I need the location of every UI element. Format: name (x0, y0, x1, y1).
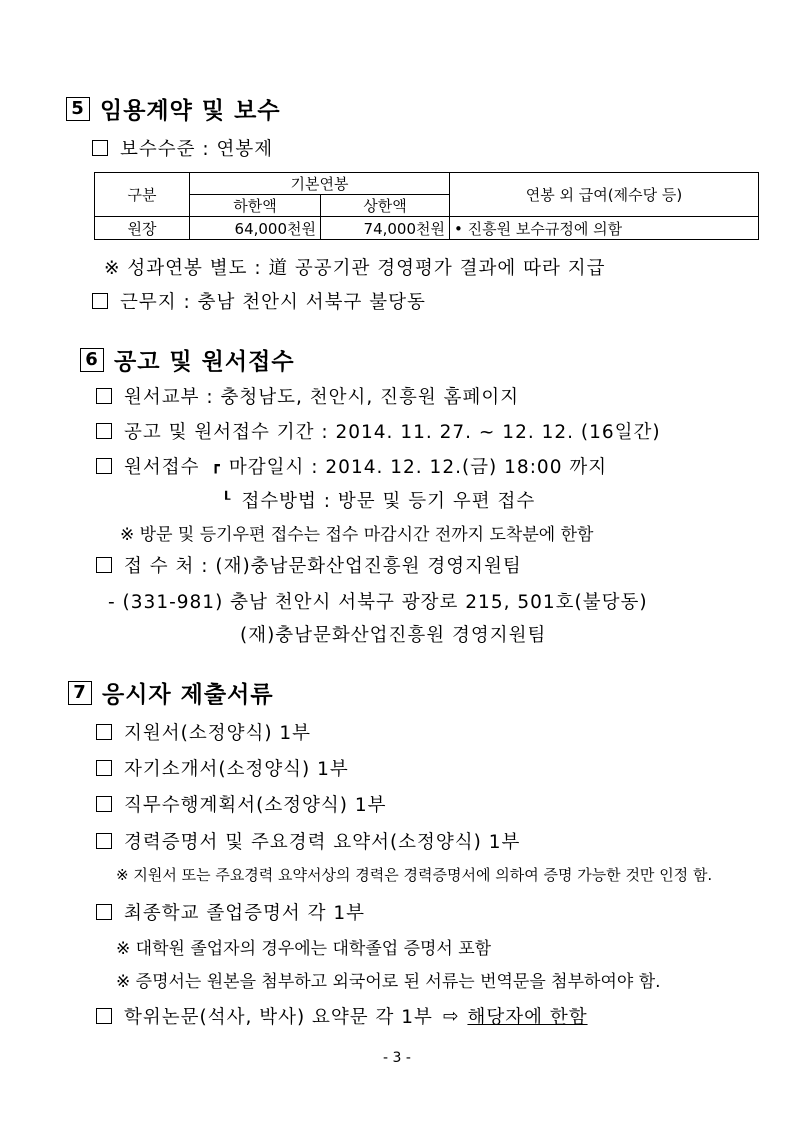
doc-text: 직무수행계획서(소정양식) 1부 (124, 795, 387, 816)
section-5-heading (66, 92, 281, 125)
checkbox-icon (96, 423, 112, 439)
app-submit-label: 원서접수 (124, 457, 200, 478)
pay-table-cell-category: 원장 (95, 217, 190, 240)
doc-text: 지원서(소정양식) 1부 (124, 723, 312, 744)
section-6-heading (80, 343, 295, 376)
pay-table-cell-upper: 74,000천원 (321, 217, 450, 240)
deadline-text: 마감일시 : 2014. 12. 12.(금) 18:00 까지 (228, 457, 608, 478)
pay-table-header-base: 기본연봉 (190, 173, 450, 195)
checkbox-icon (96, 458, 112, 474)
bracket-top-icon: ┏ (211, 458, 221, 474)
pay-table-header-lower: 하한액 (190, 195, 321, 217)
checkbox-icon (92, 140, 108, 156)
page-number: - 3 - (383, 1050, 411, 1066)
method-line (222, 487, 535, 513)
checkbox-icon (96, 833, 112, 849)
address-line-2: (재)충남문화산업진흥원 경영지원팀 (240, 625, 547, 646)
checkbox-icon (92, 293, 108, 309)
arrow-right-icon: ⇨ (442, 1005, 460, 1027)
pay-level-text: 보수수준 : 연봉제 (120, 139, 274, 160)
section-number: 5 (66, 97, 90, 121)
workplace-text: 근무지 : 충남 천안시 서북구 불당동 (120, 292, 426, 313)
visit-note: ※ 방문 및 등기우편 접수는 접수 마감시간 전까지 도착분에 한함 (120, 525, 594, 545)
pay-table-header-upper: 상한액 (321, 195, 450, 217)
section-title: 임용계약 및 보수 (100, 98, 281, 124)
doc-item (96, 828, 520, 854)
pay-table (94, 172, 759, 240)
doc-item (96, 791, 387, 817)
doc-item (96, 1003, 588, 1029)
app-period-line (96, 418, 661, 444)
doc-note: ※ 지원서 또는 주요경력 요약서상의 경력은 경력증명서에 의하여 증명 가능한 것만 인정 함. (116, 866, 713, 884)
receiver-text: 접 수 처 : (재)충남문화산업진흥원 경영지원팀 (124, 556, 522, 577)
doc-tail: 해당자에 한함 (467, 1007, 588, 1028)
checkbox-icon (96, 1008, 112, 1024)
doc-text: 경력증명서 및 주요경력 요약서(소정양식) 1부 (124, 832, 521, 853)
pay-table-cell-lower: 64,000천원 (190, 217, 321, 240)
method-text: 접수방법 : 방문 및 등기 우편 접수 (241, 491, 536, 512)
doc-note: ※ 증명서는 원본을 첨부하고 외국어로 된 서류는 번역문을 첨부하여야 함. (116, 972, 661, 992)
checkbox-icon (96, 388, 112, 404)
section-7-heading (68, 676, 274, 709)
doc-text: 최종학교 졸업증명서 각 1부 (124, 903, 365, 924)
receiver-line (96, 552, 522, 578)
section-title: 공고 및 원서접수 (114, 349, 295, 375)
checkbox-icon (96, 760, 112, 776)
section-number: 7 (68, 681, 92, 705)
doc-item (96, 719, 311, 745)
doc-item (96, 899, 365, 925)
workplace-line (92, 288, 426, 314)
pay-table-header-other: 연봉 외 급여(제수당 등) (450, 173, 759, 217)
pay-level-line (92, 135, 273, 161)
checkbox-icon (96, 557, 112, 573)
section-title: 응시자 제출서류 (102, 682, 274, 708)
address-line: - (331-981) 충남 천안시 서북구 광장로 215, 501호(불당동) (108, 592, 648, 613)
bracket-bottom-icon: ┖ (222, 492, 232, 508)
checkbox-icon (96, 904, 112, 920)
app-dist-line (96, 383, 519, 409)
doc-text: 자기소개서(소정양식) 1부 (124, 759, 349, 780)
app-period-text: 공고 및 원서접수 기간 : 2014. 11. 27. ~ 12. 12. (16일간) (124, 422, 661, 443)
app-dist-text: 원서교부 : 충청남도, 천안시, 진흥원 홈페이지 (124, 387, 520, 408)
section-number: 6 (80, 348, 104, 372)
pay-table-header-category: 구분 (95, 173, 190, 217)
doc-note: ※ 대학원 졸업자의 경우에는 대학졸업 증명서 포함 (116, 939, 492, 959)
pay-table-cell-other: • 진흥원 보수규정에 의함 (450, 217, 759, 240)
checkbox-icon (96, 796, 112, 812)
doc-item (96, 755, 349, 781)
doc-text: 학위논문(석사, 박사) 요약문 각 1부 (124, 1007, 433, 1028)
perf-note: ※ 성과연봉 별도 : 道 공공기관 경영평가 결과에 따라 지급 (104, 258, 606, 279)
checkbox-icon (96, 724, 112, 740)
app-submit-line (96, 453, 607, 479)
